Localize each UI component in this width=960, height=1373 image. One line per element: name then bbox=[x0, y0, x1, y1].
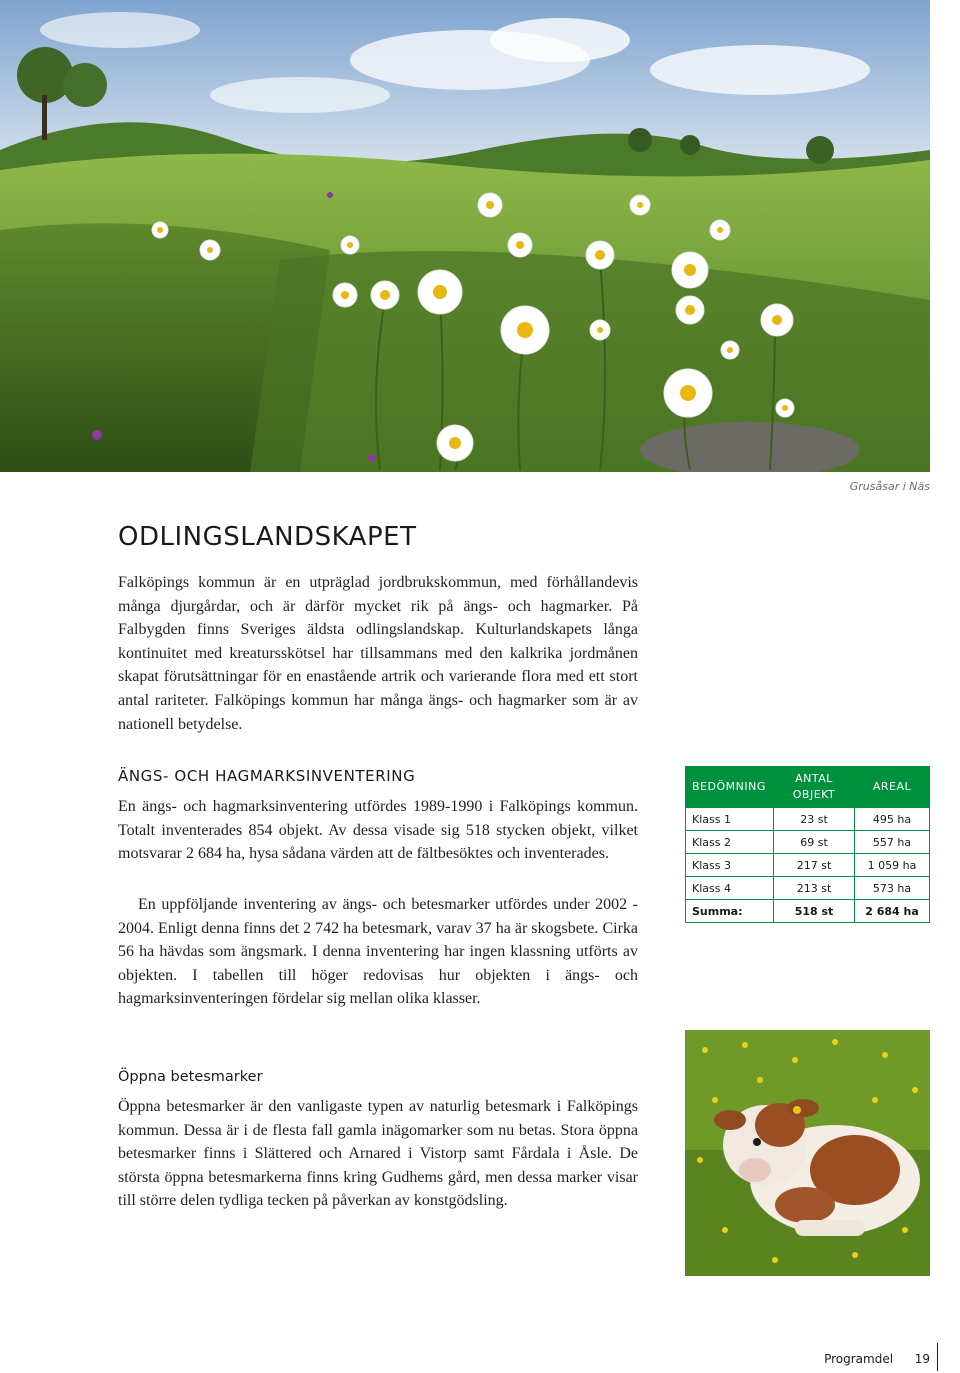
row-class: Klass 1 bbox=[686, 808, 774, 831]
row-class: Klass 4 bbox=[686, 877, 774, 900]
inventory-paragraph-1: En ängs- och hagmarksinventering utfördes 1989-1990 i Falköpings kommun. Totalt inventerades 854 objekt. Av dessa visade sig 518 stycken objekt, vilket motsvarar 2 684 ha, hysa sådana värden att de fältbesöktes och inventerades. bbox=[118, 798, 638, 863]
row-count: 213 st bbox=[774, 877, 855, 900]
table-row bbox=[686, 808, 930, 831]
row-count: 23 st bbox=[774, 808, 855, 831]
row-area: 495 ha bbox=[855, 808, 930, 831]
sum-area: 2 684 ha bbox=[855, 900, 930, 923]
table-header-row bbox=[686, 767, 930, 808]
intro-paragraph: Falköpings kommun är en utpräglad jordbrukskommun, med förhållandevis många djurgårdar, och är därför mycket rik på ängs- och hagmarker. På Falbygden finns Sveriges äldsta odlingslandskap. Kulturlandskapets långa kontinuitet med kreatursskötsel har tillsammans med den kalkrika jordmånen skapat förutsättningar för en enastående artrik och varierande flora med ett stort antal rariteter. Falköpings kommun har många ängs- och hagmarker som är av nationell betydelse. bbox=[118, 574, 638, 733]
column-header-bedomning: BEDÖMNING bbox=[686, 767, 774, 808]
calf-photo bbox=[685, 1030, 930, 1276]
row-class: Klass 3 bbox=[686, 854, 774, 877]
row-class: Klass 2 bbox=[686, 831, 774, 854]
sum-count: 518 st bbox=[774, 900, 855, 923]
row-area: 557 ha bbox=[855, 831, 930, 854]
pasture-paragraph: Öppna betesmarker är den vanligaste typen av naturlig betesmark i Falköpings kommun. Dessa är i de flesta fall gamla inägomarker som nu betas. Stora öppna betesmarker finns i Slättered och Arnared i Vistorp samt Fårdala i Åsle. De största öppna betesmarkerna finns kring Gudhems gård, men dessa marker visar till större delen tydliga tecken på påverkan av konstgödsling. bbox=[118, 1098, 638, 1210]
page-title: ODLINGSLANDSKAPET bbox=[118, 522, 417, 552]
row-area: 1 059 ha bbox=[855, 854, 930, 877]
row-area: 573 ha bbox=[855, 877, 930, 900]
sum-label: Summa: bbox=[686, 900, 774, 923]
photo-caption: Grusåsar i Näs bbox=[849, 480, 930, 493]
inventory-paragraph-2: En uppföljande inventering av ängs- och betesmarker utfördes under 2002 - 2004. Enligt denna finns det 2 742 ha betesmark, varav 37 ha är skogsbete. Cirka 56 ha hävdas som ängsmark. I denna inventering har ingen klassning utförts av objekten. I tabellen till höger redovisas hur objekten i ängs- och hagmarksinventeringen fördelar sig mellan olika klasser. bbox=[118, 896, 638, 1008]
classification-table bbox=[685, 766, 930, 923]
table-row bbox=[686, 877, 930, 900]
column-header-areal: AREAL bbox=[855, 767, 930, 808]
footer-divider bbox=[937, 1343, 938, 1371]
table-row bbox=[686, 854, 930, 877]
row-count: 69 st bbox=[774, 831, 855, 854]
page-number: 19 bbox=[914, 1352, 930, 1366]
table-row bbox=[686, 831, 930, 854]
footer-section-label: Programdel bbox=[824, 1352, 894, 1366]
column-header-antal-objekt: ANTAL OBJEKT bbox=[774, 767, 855, 808]
inventory-heading: ÄNGS- OCH HAGMARKSINVENTERING bbox=[118, 767, 416, 785]
pasture-heading: Öppna betesmarker bbox=[118, 1069, 263, 1085]
row-count: 217 st bbox=[774, 854, 855, 877]
hero-photo bbox=[0, 0, 930, 472]
table-sum-row bbox=[686, 900, 930, 923]
page-footer bbox=[824, 1352, 930, 1366]
